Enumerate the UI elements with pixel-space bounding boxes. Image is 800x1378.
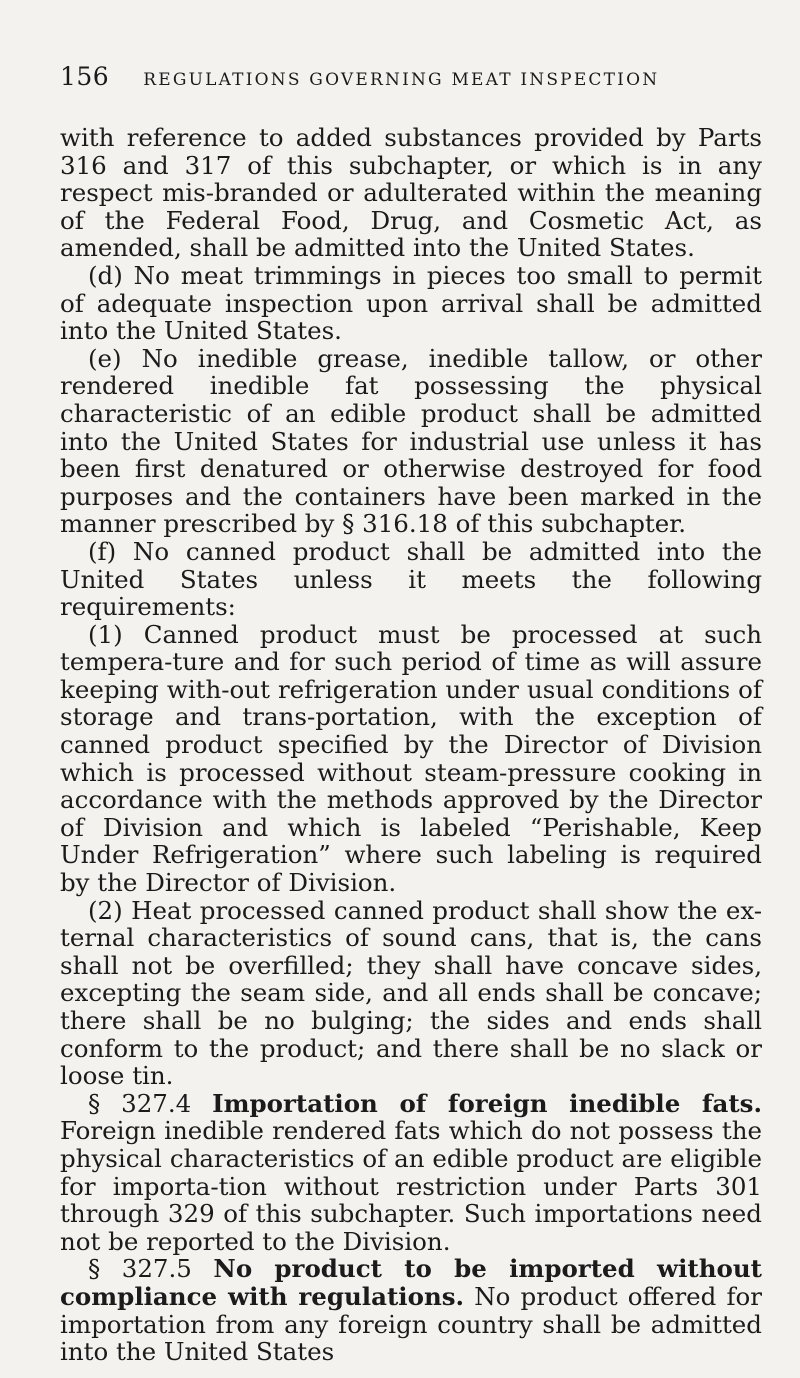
body-text xyxy=(60,124,762,1366)
paragraph-continuation: with reference to added substances provided by Parts 316 and 317 of this subchapter, or which is in any respect mis-branded or adulterated within the meaning of the Federal Food, Drug, and Cosmetic Act, as amended, shall be admitted into the United States. xyxy=(60,123,762,263)
section-327-4 xyxy=(60,1090,762,1256)
section-number: § 327.5 xyxy=(88,1254,192,1284)
paragraph-f-2: (2) Heat processed canned product shall show the ex-ternal characteristics of sound cans, that is, the cans shall not be overfilled; they shall have concave sides, excepting the seam side, and all ends shall be concave; there shall be no bulging; the sides and ends shall conform to the product; and there shall be no slack or loose tin. xyxy=(60,895,762,1091)
paragraph-d: (d) No meat trimmings in pieces too small to permit of adequate inspection upon arrival shall be admitted into the United States. xyxy=(60,260,762,346)
section-text: No product offered for importation from any foreign country shall be admitted into the United States xyxy=(60,1281,763,1367)
section-number: § 327.4 xyxy=(88,1088,192,1118)
section-heading: Importation of foreign inedible fats. xyxy=(212,1088,762,1118)
page-number: 156 xyxy=(60,62,110,91)
running-head xyxy=(60,62,762,102)
section-327-5 xyxy=(60,1255,762,1365)
paragraph-f: (f) No canned product shall be admitted into the United States unless it meets the following requirements: xyxy=(60,536,762,622)
running-title: REGULATIONS GOVERNING MEAT INSPECTION xyxy=(143,70,660,90)
section-text: Foreign inedible rendered fats which do not possess the physical characteristics of an edible product are eligible for importa-tion without restriction under Parts 301 through 329 of this subchapter. Such importations need not be reported to the Division. xyxy=(60,1116,762,1256)
paragraph-f-1: (1) Canned product must be processed at such tempera-ture and for such period of time as will assure keeping with-out refrigeration under usual conditions of storage and trans-portation, with the exception of canned product specified by the Director of Division which is processed without steam-pressure cooking in accordance with the methods approved by the Director of Division and which is labeled “Perishable, Keep Under Refrigeration” where such labeling is required by the Director of Division. xyxy=(60,619,762,898)
paragraph-e: (e) No inedible grease, inedible tallow, or other rendered inedible fat possessing the physical characteristic of an edible product shall be admitted into the United States for industrial use unless it has been first denatured or otherwise destroyed for food purposes and the containers have been marked in the manner prescribed by § 316.18 of this subchapter. xyxy=(60,343,762,539)
section-heading: No product to be imported without compliance with regulations. xyxy=(60,1254,762,1311)
